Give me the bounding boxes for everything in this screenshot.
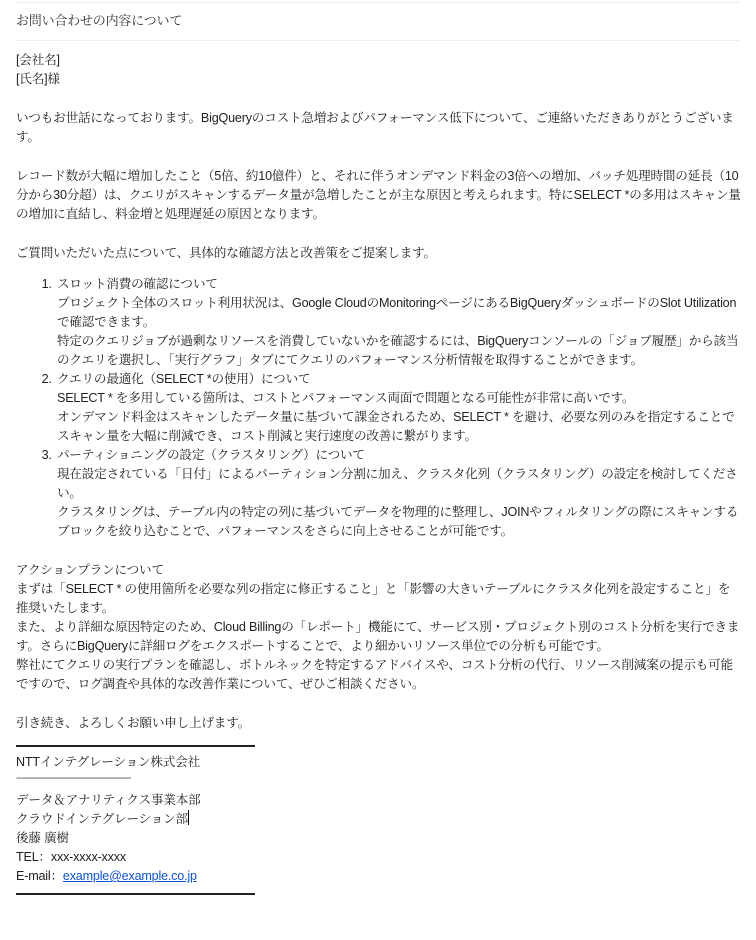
signature-division: データ＆アナリティクス事業本部 xyxy=(16,793,201,807)
top-divider xyxy=(16,2,740,3)
greeting-company: [会社名] xyxy=(16,53,60,67)
closing: 引き続き、よろしくお願い申し上げます。 xyxy=(16,716,250,730)
intro-paragraph: いつもお世話になっております。BigQueryのコスト急増およびパフォーマンス低下について、ご連絡いただきありがとうございます。 xyxy=(16,111,734,144)
list-item-line: プロジェクト全体のスロット利用状況は、Google CloudのMonitoringページにあるBigQueryダッシュボードのSlot Utilizationで確認できます。 xyxy=(57,296,737,329)
action-line: 弊社にてクエリの実行プランを確認し、ボトルネックを特定するアドバイスや、コスト分析の代行、リソース削減案の提示も可能ですので、ログ調査や具体的な改善作業について、ぜひご相談ください。 xyxy=(16,658,733,691)
signature-rule-top xyxy=(16,745,255,747)
action-line: まずは「SELECT * の使用箇所を必要な列の指定に修正すること」と「影響の大きいテーブルにクラスタ化列を設定すること」を推奨いたします。 xyxy=(16,582,731,615)
list-item-title: 1. スロット消費の確認について xyxy=(57,277,218,291)
signature-department xyxy=(16,810,256,829)
list-item xyxy=(55,275,742,370)
list-item-line: 特定のクエリジョブが過剰なリソースを消費していないかを確認するには、BigQueryコンソールの「ジョブ履歴」から該当のクエリを選択し、「実行グラフ」タブにてクエリのパフォーマンス分析情報を取得することができます。 xyxy=(57,334,739,367)
signature-email xyxy=(16,867,256,886)
email-label: E-mail： xyxy=(16,869,63,883)
email-body[interactable] xyxy=(16,51,742,733)
action-title: アクションプランについて xyxy=(16,563,164,577)
list-item-line: クラスタリングは、テーブル内の特定の列に基づいてデータを物理的に整理し、JOINやフィルタリングの際にスキャンするブロックを絞り込むことで、パフォーマンスをさらに向上させることが可能です。 xyxy=(57,505,739,538)
subject-divider xyxy=(16,40,740,41)
signature xyxy=(16,738,256,901)
list-item-title: 2. クエリの最適化（SELECT *の使用）について xyxy=(57,372,311,386)
signature-company: NTTインテグレーション株式会社 xyxy=(16,755,200,769)
list-item-line: 現在設定されている「日付」によるパーティション分割に加え、クラスタ化列（クラスタリング）の設定を検討してください。 xyxy=(57,467,738,500)
list-item xyxy=(55,446,742,541)
list-item-line: オンデマンド料金はスキャンしたデータ量に基づいて課金されるため、SELECT * を避け、必要な列のみを指定することでスキャン量を大幅に削減でき、コスト削減と実行速度の改善に繋がります。 xyxy=(57,410,735,443)
signature-tel xyxy=(16,848,256,867)
list-item-line: SELECT * を多用している箇所は、コストとパフォーマンス両面で問題となる可能性が非常に高いです。 xyxy=(57,391,635,405)
cause-paragraph: レコード数が大幅に増加したこと（5倍、約10億件）と、それに伴うオンデマンド料金の3倍への増加、バッチ処理時間の延長（10分から30分超）は、クエリがスキャンするデータ量が急増したことが主な原因と考えられます。特にSELECT *の多用はスキャン量の増加に直結し、料金増と処理遅延の原因となります。 xyxy=(16,169,741,221)
signature-rule-bottom xyxy=(16,893,255,895)
recommendation-list xyxy=(16,275,742,541)
list-item-title: 3. パーティショニングの設定（クラスタリング）について xyxy=(57,448,365,462)
tel-value: xxx-xxxx-xxxx xyxy=(50,850,126,864)
tel-label: TEL： xyxy=(16,850,51,864)
action-line: また、より詳細な原因特定のため、Cloud Billingの「レポート」機能にて、サービス別・プロジェクト別のコスト分析を実行できます。さらにBigQueryに詳細ログをエクスポートすることで、より細かいリソース単位での分析も可能です。 xyxy=(16,620,740,653)
signature-dashes: ------------------------------------------- xyxy=(16,772,131,784)
proposal-paragraph: ご質問いただいた点について、具体的な確認方法と改善策をご提案します。 xyxy=(16,246,436,260)
greeting-name: [氏名]様 xyxy=(16,72,60,86)
email-link[interactable]: example@example.co.jp xyxy=(62,869,197,883)
signature-name: 後藤 廣樹 xyxy=(16,831,69,845)
department-text: クラウドインテグレーション部 xyxy=(16,812,188,826)
list-item xyxy=(55,370,742,446)
email-subject: お問い合わせの内容について xyxy=(16,13,183,28)
text-cursor xyxy=(188,810,189,825)
